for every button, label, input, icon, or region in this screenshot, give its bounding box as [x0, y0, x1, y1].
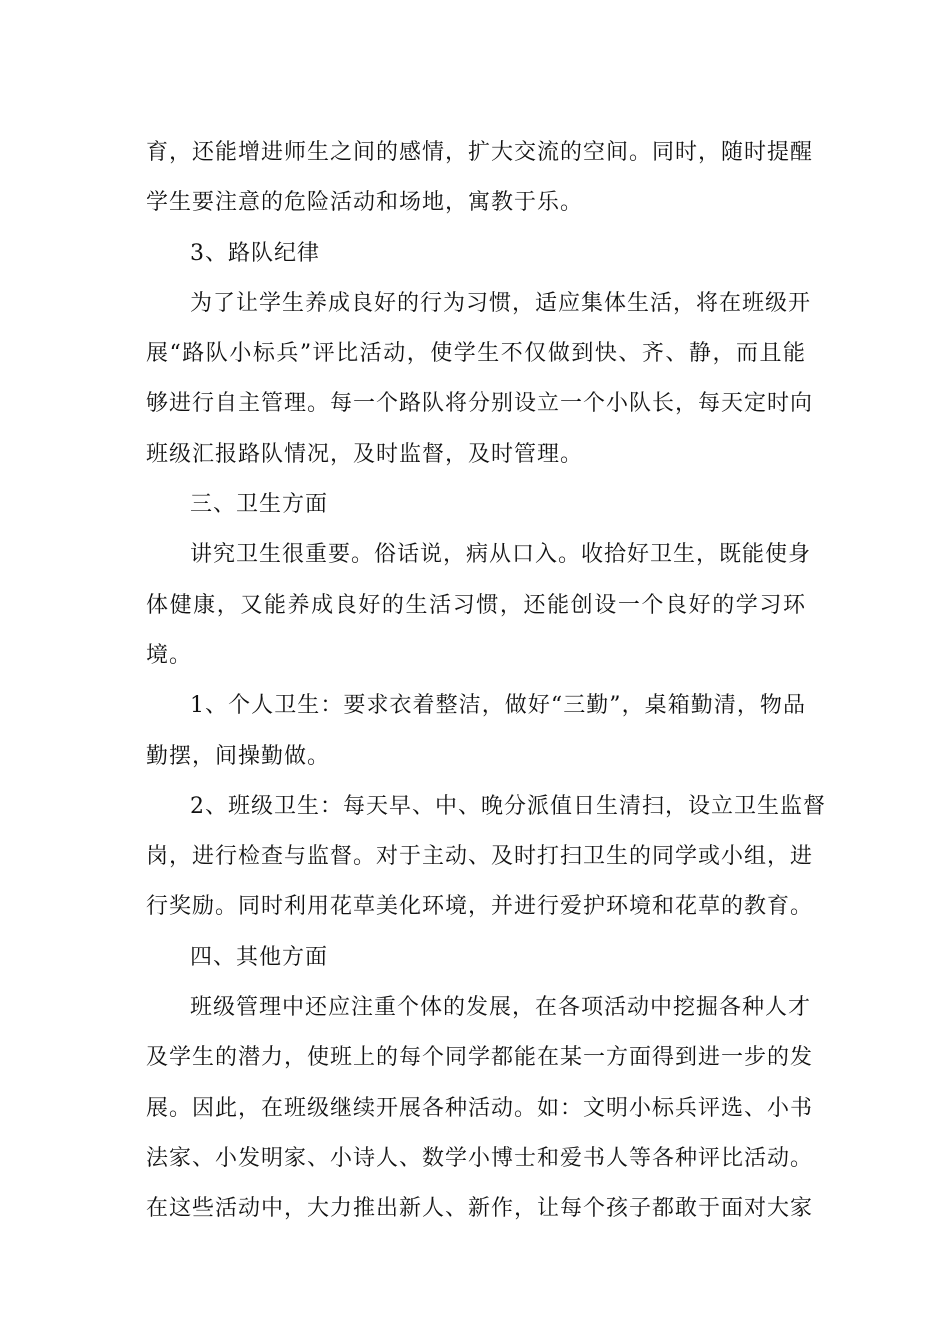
paragraph-line: 讲究卫生很重要。俗话说，病从口入。收拾好卫生，既能使身: [190, 542, 812, 568]
paragraph-line: 勤摆，间操勤做。: [146, 743, 331, 769]
paragraph-line: 行奖励。同时利用花草美化环境，并进行爱护环境和花草的教育。: [146, 894, 814, 920]
paragraph-line: 法家、小发明家、小诗人、数学小博士和爱书人等各种评比活动。: [146, 1145, 814, 1171]
paragraph-line: 展。因此，在班级继续开展各种活动。如：文明小标兵评选、小书: [146, 1095, 814, 1121]
paragraph-line: 学生要注意的危险活动和场地，寓教于乐。: [146, 190, 584, 216]
paragraph-line: 育，还能增进师生之间的感情，扩大交流的空间。同时，随时提醒: [146, 140, 814, 165]
paragraph-line: 为了让学生养成良好的行为习惯，适应集体生活，将在班级开: [190, 290, 812, 316]
paragraph-line: 够进行自主管理。每一个路队将分别设立一个小队长，每天定时向: [146, 391, 814, 417]
paragraph-line: 在这些活动中，大力推出新人、新作，让每个孩子都敢于面对大家: [146, 1196, 814, 1222]
section-heading: 3、路队纪律: [190, 240, 320, 266]
document-body: [146, 128, 826, 1235]
paragraph-line: 岗，进行检查与监督。对于主动、及时打扫卫生的同学或小组，进: [146, 844, 814, 870]
paragraph-line: 2、班级卫生：每天早、中、晚分派值日生清扫，设立卫生监督: [190, 793, 826, 819]
section-heading: 三、卫生方面: [190, 492, 329, 518]
paragraph-line: 及学生的潜力，使班上的每个同学都能在某一方面得到进一步的发: [146, 1045, 814, 1071]
paragraph-line: 1、个人卫生：要求衣着整洁，做好“三勤”，桌箱勤清，物品: [190, 693, 806, 719]
section-heading: 四、其他方面: [190, 944, 329, 970]
paragraph-line: 展“路队小标兵”评比活动，使学生不仅做到快、齐、静，而且能: [146, 341, 806, 367]
paragraph-line: 体健康，又能养成良好的生活习惯，还能创设一个良好的学习环: [146, 592, 806, 618]
paragraph-line: 班级汇报路队情况，及时监督，及时管理。: [146, 441, 584, 467]
paragraph-line: 班级管理中还应注重个体的发展，在各项活动中挖掘各种人才: [190, 995, 812, 1021]
paragraph-line: 境。: [146, 642, 193, 668]
